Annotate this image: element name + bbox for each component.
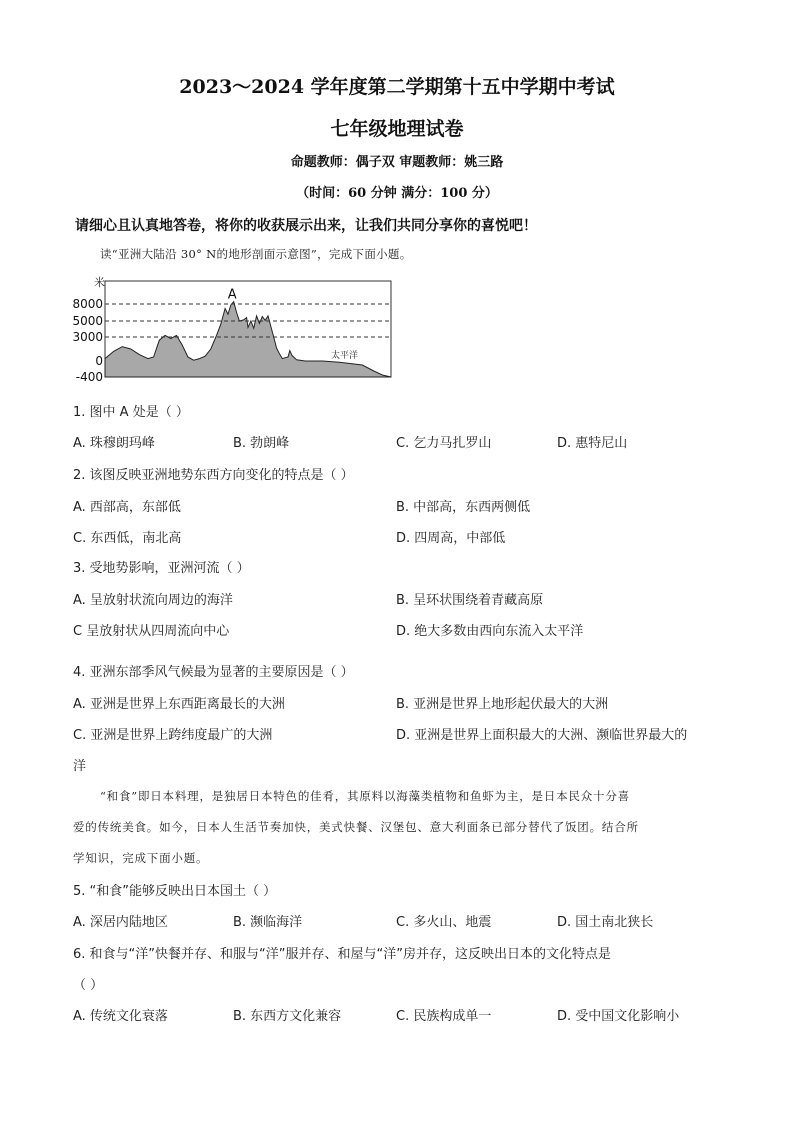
question-4-option-d[interactable]: D. 亚洲是世界上面积最大的大洲、濒临世界最大的 [396,728,688,743]
question-2-option-d[interactable]: D. 四周高，中部低 [396,531,506,546]
passage-line-1: “和食”即日本料理，是独居日本特色的佳肴，其原料以海藻类植物和鱼虾为主，是日本民众十分喜 [100,789,630,803]
y-tick-label: -400 [75,370,103,384]
question-2-option-b[interactable]: B. 中部高，东西两侧低 [396,500,531,515]
terrain-profile-chart [66,270,396,388]
question-5-option-d[interactable]: D. 国土南北狭长 [557,915,654,930]
question-3-stem: 3. 受地势影响，亚洲河流（ ） [73,561,250,576]
question-3-option-a[interactable]: A. 呈放射状流向周边的海洋 [73,593,233,608]
question-6-option-d[interactable]: D. 受中国文化影响小 [557,1009,680,1024]
pacific-ocean-label: 太平洋 [330,351,358,361]
question-1-option-d[interactable]: D. 惠特尼山 [557,436,628,451]
question-4-option-c[interactable]: C. 亚洲是世界上跨纬度最广的大洲 [73,728,273,743]
question-1-option-a[interactable]: A. 珠穆朗玛峰 [73,436,155,451]
question-4-option-d-wrap: 洋 [73,759,87,774]
terrain-profile-area [105,302,391,377]
question-3-option-b[interactable]: B. 呈环状围绕着青藏高原 [396,593,544,608]
exam-subtitle: 七年级地理试卷 [330,118,464,140]
encouragement-line: 请细心且认真地答卷，将你的收获展示出来，让我们共同分享你的喜悦吧！ [75,218,537,234]
y-tick-label: 8000 [72,297,103,311]
question-5-option-a[interactable]: A. 深居内陆地区 [73,915,168,930]
y-tick-label: 5000 [72,314,103,328]
y-tick-label: 0 [95,354,103,368]
question-2-option-a[interactable]: A. 西部高，东部低 [73,500,181,515]
passage-line-2: 爱的传统美食。如今，日本人生活节奏加快，美式快餐、汉堡包、意大利面条已部分替代了饭团。结合所 [73,820,639,834]
question-4-stem: 4. 亚洲东部季风气候最为显著的主要原因是（ ） [73,665,354,680]
y-tick-label: 3000 [72,330,103,344]
peak-a-label: A [227,287,237,303]
y-axis-unit-label: 米 [94,276,105,289]
question-2-option-c[interactable]: C. 东西低，南北高 [73,531,182,546]
question-4-option-a[interactable]: A. 亚洲是世界上东西距离最长的大洲 [73,697,285,712]
question-6-stem: 6. 和食与“洋”快餐并存、和服与“洋”服并存、和屋与“洋”房并存，这反映出日本的文化特点是 [73,947,611,962]
passage-line-3: 学知识，完成下面小题。 [73,851,209,865]
question-5-option-c[interactable]: C. 多火山、地震 [396,915,492,930]
teachers-line: 命题教师：偶子双 审题教师：姚三路 [290,155,504,170]
question-1-option-c[interactable]: C. 乞力马扎罗山 [396,436,492,451]
question-6-option-a[interactable]: A. 传统文化衰落 [73,1009,168,1024]
question-6-stem-cont: （ ） [73,978,104,993]
exam-title: 2023～2024 学年度第二学期第十五中学期中考试 [179,76,615,98]
question-3-option-c[interactable]: C 呈放射状从四周流向中心 [73,624,230,639]
intro-line: 读“亚洲大陆沿 30° N的地形剖面示意图”，完成下面小题。 [100,247,412,261]
question-5-option-b[interactable]: B. 濒临海洋 [233,915,303,930]
time-score-line: （时间：60 分钟 满分：100 分） [296,186,498,201]
question-5-stem: 5. “和食”能够反映出日本国土（ ） [73,884,277,899]
question-6-option-b[interactable]: B. 东西方文化兼容 [233,1009,342,1024]
question-2-stem: 2. 该图反映亚洲地势东西方向变化的特点是（ ） [73,468,354,483]
question-3-option-d[interactable]: D. 绝大多数由西向东流入太平洋 [396,624,584,639]
question-4-option-b[interactable]: B. 亚洲是世界上地形起伏最大的大洲 [396,697,609,712]
question-1-option-b[interactable]: B. 勃朗峰 [233,436,290,451]
question-1-stem: 1. 图中 A 处是（ ） [73,405,189,420]
question-6-option-c[interactable]: C. 民族构成单一 [396,1009,492,1024]
